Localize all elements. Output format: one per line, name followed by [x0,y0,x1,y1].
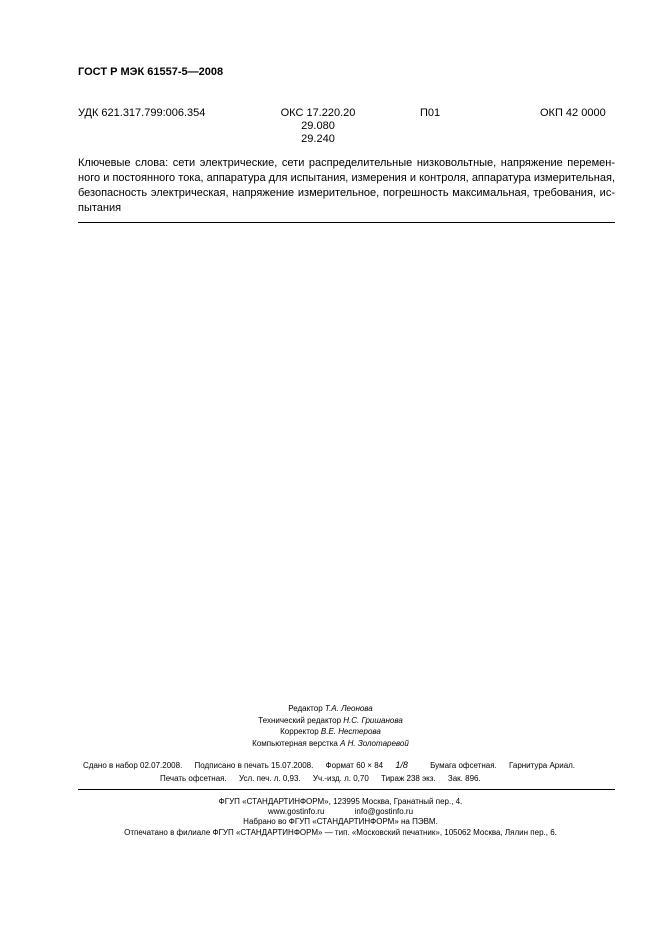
pub-format: Формат 60 × 84 1/8 [325,760,408,770]
document-designation: ГОСТ Р МЭК 61557-5—2008 [78,66,224,78]
credit-layout: Компьютерная верстка А Н. Золотаревой [252,738,409,748]
pub-print: Печать офсетная. [160,774,227,783]
publisher-address: ФГУП «СТАНДАРТИНФОРМ», 123995 Москва, Гранатный пер., 4. [218,797,463,806]
pub-order: Зак. 896. [447,774,481,783]
publisher-footer [0,797,661,838]
format-fraction: 1/8 [395,760,408,770]
keywords-line: Ключевые слова: сети электрические, сети распределительные низковольтные, напряжение перемен- [78,157,615,169]
publication-row-1 [83,760,585,770]
keywords-line: пытания [78,202,122,214]
keywords-line: ного и постоянного тока, аппаратура для испытания, измерения и контроля, аппаратура измерительная, [78,172,615,184]
pub-sheets: Усл. печ. л. 0,93. [238,774,301,783]
divider [78,222,615,223]
divider [78,789,615,790]
publication-row-2 [160,774,491,783]
pub-paper: Бумага офсетная. [430,761,497,770]
group-code: П01 [420,107,441,119]
pub-signed: Подписано в печать 15.07.2008. [194,761,314,770]
pub-edition-sheets: Уч.-изд. л. 0,70 [312,774,369,783]
keywords-line: безопасность электрическая, напряжение измерительное, погрешность максимальная, требования, ис- [78,187,615,199]
oks-code: 29.240 [301,133,335,145]
pub-print-run: Тираж 238 экз. [381,774,436,783]
pub-sent: Сдано в набор 02.07.2008. [83,761,183,770]
credit-editor: Редактор Т.А. Леонова [288,704,373,713]
typeset-note: Набрано во ФГУП «СТАНДАРТИНФОРМ» на ПЭВМ. [243,817,438,827]
udk-code: УДК 621.317.799:006.354 [78,107,206,119]
oks-code: 29.080 [301,120,335,132]
printed-note: Отпечатано в филиале ФГУП «СТАНДАРТИНФОРМ» — тип. «Московский печатник», 105062 Москва, Лялин пер., 6. [124,827,557,837]
credit-proofreader: Корректор В.Е. Нестерова [280,727,381,736]
keywords-paragraph [78,156,615,216]
credits-block [0,703,661,749]
email-link[interactable]: info@gostinfo.ru [354,807,414,817]
publisher-contacts [0,807,661,817]
oks-code: ОКС 17.220.20 [280,107,356,119]
pub-typeface: Гарнитура Ариал. [508,761,576,770]
credit-tech-editor: Технический редактор Н.С. Гришанова [258,715,403,725]
oks-codes [278,107,358,146]
okp-code: ОКП 42 0000 [540,107,606,119]
website-link[interactable]: www.gostinfo.ru [267,807,325,817]
